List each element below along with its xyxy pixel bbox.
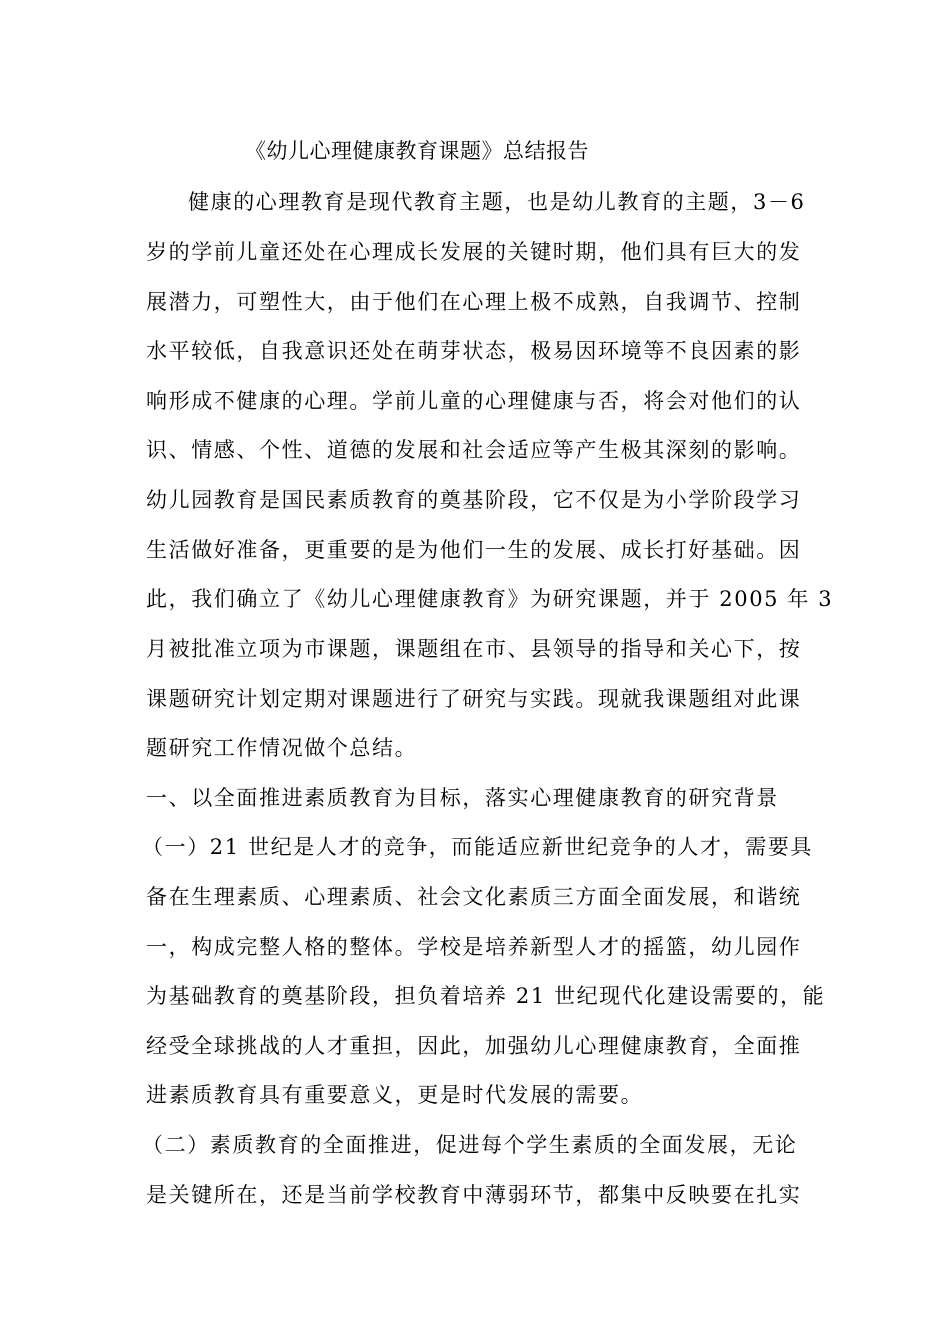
paragraph-line: 响形成不健康的心理。学前儿童的心理健康与否，将会对他们的认 <box>146 389 802 413</box>
paragraph-line: 岁的学前儿童还处在心理成长发展的关键时期，他们具有巨大的发 <box>146 240 802 264</box>
paragraph-line: 幼儿园教育是国民素质教育的奠基阶段，它不仅是为小学阶段学习 <box>146 488 802 512</box>
paragraph-line: 此，我们确立了《幼儿心理健康教育》为研究课题，并于 2005 年 3 <box>146 587 834 611</box>
paragraph-line: 题研究工作情况做个总结。 <box>146 736 418 760</box>
paragraph-line: 为基础教育的奠基阶段，担负着培养 21 世纪现代化建设需要的，能 <box>146 984 826 1008</box>
paragraph-line: 月被批准立项为市课题，课题组在市、县领导的指导和关心下，按 <box>146 637 802 661</box>
paragraph-line: 课题研究计划定期对课题进行了研究与实践。现就我课题组对此课 <box>146 687 802 711</box>
paragraph-line: 进素质教育具有重要意义，更是时代发展的需要。 <box>146 1083 644 1107</box>
paragraph-line: 展潜力，可塑性大，由于他们在心理上极不成熟，自我调节、控制 <box>146 290 802 314</box>
paragraph-line: （二）素质教育的全面推进，促进每个学生素质的全面发展，无论 <box>142 1133 798 1157</box>
paragraph-line: 健康的心理教育是现代教育主题，也是幼儿教育的主题，3－6 <box>188 190 806 214</box>
paragraph-line: 水平较低，自我意识还处在萌芽状态，极易因环境等不良因素的影 <box>146 339 802 363</box>
paragraph-line: 识、情感、个性、道德的发展和社会适应等产生极其深刻的影响。 <box>146 438 802 462</box>
paragraph-line: 是关键所在，还是当前学校教育中薄弱环节，都集中反映要在扎实 <box>146 1183 802 1207</box>
section-heading: 一、以全面推进素质教育为目标，落实心理健康教育的研究背景 <box>146 786 779 810</box>
paragraph-line: （一）21 世纪是人才的竞争，而能适应新世纪竞争的人才，需要具 <box>142 835 813 859</box>
document-title: 《幼儿心理健康教育课题》总结报告 <box>245 139 589 163</box>
paragraph-line: 生活做好准备，更重要的是为他们一生的发展、成长打好基础。因 <box>146 538 802 562</box>
paragraph-line: 备在生理素质、心理素质、社会文化素质三方面全面发展，和谐统 <box>146 885 802 909</box>
paragraph-line: 一，构成完整人格的整体。学校是培养新型人才的摇篮，幼儿园作 <box>146 935 802 959</box>
paragraph-line: 经受全球挑战的人才重担，因此，加强幼儿心理健康教育，全面推 <box>146 1034 802 1058</box>
